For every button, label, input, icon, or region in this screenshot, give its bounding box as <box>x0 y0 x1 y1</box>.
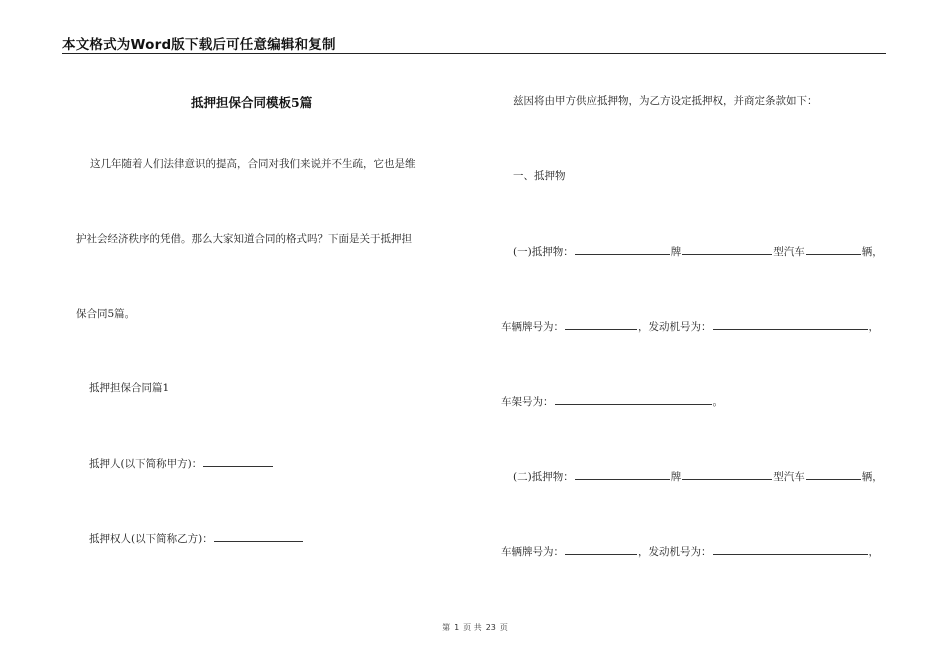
item-1-frame-label: 车架号为： <box>501 396 554 408</box>
section-title: 抵押担保合同篇1 <box>89 382 170 394</box>
agreement-intro: 兹因将由甲方供应抵押物，为乙方设定抵押权，并商定条款如下： <box>513 95 818 107</box>
item-2-model-blank[interactable] <box>682 468 772 480</box>
item-1-comma: ， <box>868 321 879 333</box>
footer-mid: 页 共 <box>463 623 482 632</box>
item-1-engine-blank[interactable] <box>713 318 868 330</box>
item-1-brand-blank[interactable] <box>575 243 670 255</box>
page-header <box>62 33 886 54</box>
footer-prefix: 第 <box>442 623 451 632</box>
intro-line-2: 护社会经济秩序的凭借。那么大家知道合同的格式吗？下面是关于抵押担 <box>76 233 412 245</box>
item-2-collateral-line <box>513 468 883 484</box>
intro-line-1: 这几年随着人们法律意识的提高，合同对我们来说并不生疏，它也是维 <box>90 158 416 170</box>
mortgagee-blank[interactable] <box>214 530 303 542</box>
header-text: 本文格式为Word版下载后可任意编辑和复制 <box>62 37 336 53</box>
item-1-frame-line <box>501 393 723 409</box>
mortgagor-label: 抵押人(以下简称甲方)： <box>89 458 203 470</box>
item-1-brand-label: 牌 <box>670 246 682 258</box>
item-2-unit-label: 辆， <box>861 471 883 483</box>
item-2-model-label: 型汽车 <box>773 471 805 483</box>
mortgagor-blank[interactable] <box>203 455 273 467</box>
item-2-engine-label: ，发动机号为： <box>638 546 712 558</box>
item-1-model-blank[interactable] <box>682 243 772 255</box>
footer-suffix: 页 <box>499 623 508 632</box>
item-1-quantity-blank[interactable] <box>806 243 861 255</box>
mortgagor-line <box>89 455 274 471</box>
item-1-engine-label: ，发动机号为： <box>638 321 712 333</box>
item-2-brand-label: 牌 <box>670 471 682 483</box>
footer-total-pages: 23 <box>485 623 496 632</box>
item-2-plate-label: 车辆牌号为： <box>501 546 564 558</box>
page-footer <box>0 622 950 633</box>
clause-1-title: 一、抵押物 <box>513 170 566 182</box>
item-1-plate-line <box>501 318 879 334</box>
item-1-period: 。 <box>712 396 723 408</box>
item-1-plate-blank[interactable] <box>565 318 637 330</box>
item-2-plate-line <box>501 543 879 559</box>
item-2-label: (二)抵押物： <box>513 471 574 483</box>
mortgagee-line <box>89 530 304 546</box>
item-2-engine-blank[interactable] <box>713 543 868 555</box>
document-title: 抵押担保合同模板5篇 <box>191 95 313 110</box>
item-1-collateral-line <box>513 243 883 259</box>
item-1-model-label: 型汽车 <box>773 246 805 258</box>
item-2-quantity-blank[interactable] <box>806 468 861 480</box>
item-2-plate-blank[interactable] <box>565 543 637 555</box>
item-1-unit-label: 辆， <box>861 246 883 258</box>
item-1-label: (一)抵押物： <box>513 246 574 258</box>
footer-page-number: 1 <box>454 623 460 632</box>
intro-line-3: 保合同5篇。 <box>76 308 136 320</box>
item-2-brand-blank[interactable] <box>575 468 670 480</box>
item-1-plate-label: 车辆牌号为： <box>501 321 564 333</box>
item-1-frame-blank[interactable] <box>555 393 712 405</box>
mortgagee-label: 抵押权人(以下简称乙方)： <box>89 533 213 545</box>
item-2-comma: ， <box>868 546 879 558</box>
